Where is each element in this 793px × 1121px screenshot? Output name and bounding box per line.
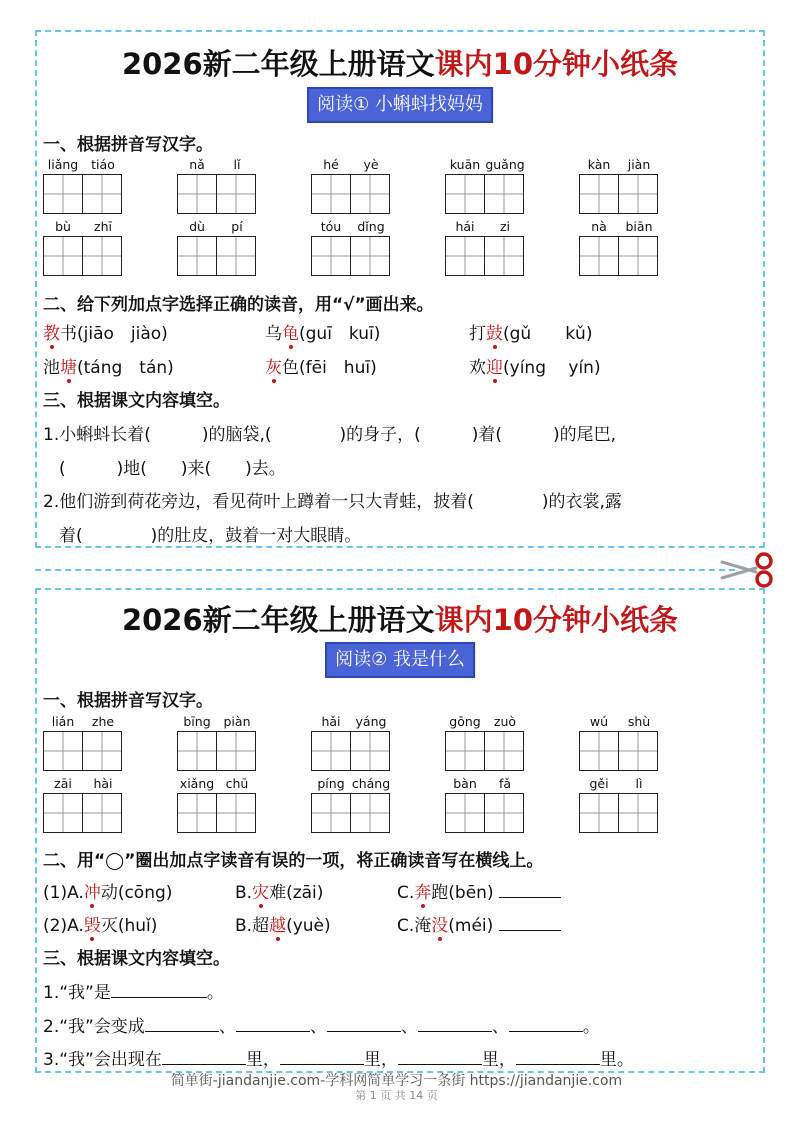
writing-box[interactable]	[445, 174, 485, 214]
writing-box[interactable]	[618, 793, 658, 833]
answer-blank[interactable]	[162, 1048, 246, 1065]
writing-box[interactable]	[216, 174, 256, 214]
writing-box[interactable]	[43, 793, 83, 833]
answer-blank[interactable]	[236, 1015, 310, 1032]
writing-box[interactable]	[350, 174, 390, 214]
writing-box[interactable]	[484, 793, 524, 833]
reading-choice-item[interactable]: (2)A.毁灭(huǐ)	[43, 916, 158, 936]
answer-blank[interactable]	[280, 1048, 364, 1065]
answer-blank[interactable]	[499, 881, 561, 898]
fill-blank-line[interactable]: 着( )的肚皮，鼓着一对大眼睛。	[59, 526, 362, 546]
page-number: 第 1 页 共 14 页	[355, 1089, 438, 1102]
answer-blank[interactable]	[499, 914, 561, 931]
fill-blank-line[interactable]: ( )地( )来( )去。	[59, 459, 286, 479]
reading-choice-item[interactable]: (1)A.冲动(cōng)	[43, 883, 173, 903]
writing-box[interactable]	[484, 731, 524, 771]
fill-blank-line: 1.“我”是 。	[43, 983, 224, 1003]
card1-section-3-heading: 三、根据课文内容填空。	[43, 391, 230, 411]
reading-choice-item[interactable]: C.奔跑(bēn)	[397, 878, 561, 903]
writing-box[interactable]	[311, 731, 351, 771]
card1-section-2-heading: 二、给下列加点字选择正确的读音，用“√”画出来。	[43, 295, 434, 315]
writing-box[interactable]	[579, 731, 619, 771]
writing-box[interactable]	[82, 731, 122, 771]
writing-box[interactable]	[350, 731, 390, 771]
reading-choice-item[interactable]: B.超越(yuè)	[235, 916, 331, 936]
reading-choice-item[interactable]: 教书(jiāo jiào)	[43, 324, 168, 344]
writing-box[interactable]	[216, 793, 256, 833]
fill-blank-line[interactable]: 1.小蝌蚪长着( )的脑袋,( )的身子，( )着( )的尾巴,	[43, 425, 617, 445]
card2-section-3-heading: 三、根据课文内容填空。	[43, 949, 230, 969]
writing-box[interactable]	[579, 793, 619, 833]
writing-box[interactable]	[484, 236, 524, 276]
writing-box[interactable]	[350, 793, 390, 833]
card2-section-1-heading: 一、根据拼音写汉字。	[43, 691, 213, 711]
reading-choice-item[interactable]: B.灾难(zāi)	[235, 883, 324, 903]
cut-line-divider	[35, 569, 735, 571]
writing-box[interactable]	[311, 236, 351, 276]
writing-box[interactable]	[82, 174, 122, 214]
writing-box[interactable]	[350, 236, 390, 276]
writing-box[interactable]	[43, 174, 83, 214]
answer-blank[interactable]	[516, 1048, 600, 1065]
answer-blank[interactable]	[398, 1048, 482, 1065]
writing-box[interactable]	[82, 793, 122, 833]
fill-blank-line: 3.“我”会出现在 里， 里， 里， 里。	[43, 1050, 634, 1070]
card2-lesson-badge: 阅读② 我是什么	[325, 642, 475, 678]
reading-choice-item[interactable]: 乌龟(guī kuī)	[265, 324, 381, 344]
writing-box[interactable]	[216, 731, 256, 771]
scissors-icon	[718, 550, 778, 590]
reading-choice-item[interactable]: C.淹没(méi)	[397, 911, 561, 936]
writing-box[interactable]	[43, 731, 83, 771]
reading-choice-item[interactable]: 灰色(fēi huī)	[265, 358, 377, 378]
writing-box[interactable]	[618, 174, 658, 214]
writing-box[interactable]	[177, 731, 217, 771]
writing-box[interactable]	[177, 236, 217, 276]
answer-blank[interactable]	[111, 981, 207, 998]
answer-blank[interactable]	[418, 1015, 492, 1032]
writing-box[interactable]	[445, 793, 485, 833]
writing-box[interactable]	[216, 236, 256, 276]
writing-box[interactable]	[177, 174, 217, 214]
writing-box[interactable]	[43, 236, 83, 276]
fill-blank-line[interactable]: 2.他们游到荷花旁边，看见荷叶上蹲着一只大青蛙，披着( )的衣裳,露	[43, 492, 622, 512]
writing-box[interactable]	[82, 236, 122, 276]
footer-watermark-text: 简单街-jiandanjie.com-学科网简单学习一条街 https://jiandanjie.com	[170, 1073, 623, 1089]
card2-title: 2026新二年级上册语文课内10分钟小纸条	[121, 603, 679, 637]
writing-box[interactable]	[484, 174, 524, 214]
writing-box[interactable]	[311, 793, 351, 833]
writing-box[interactable]	[579, 174, 619, 214]
writing-box[interactable]	[618, 731, 658, 771]
reading-choice-item[interactable]: 打鼓(gǔ kǔ)	[469, 324, 593, 344]
writing-box[interactable]	[177, 793, 217, 833]
reading-choice-item[interactable]: 欢迎(yíng yín)	[469, 358, 601, 378]
answer-blank[interactable]	[509, 1015, 583, 1032]
reading-choice-item[interactable]: 池塘(táng tán)	[43, 358, 174, 378]
writing-box[interactable]	[445, 236, 485, 276]
writing-box[interactable]	[445, 731, 485, 771]
writing-box[interactable]	[579, 236, 619, 276]
worksheet-card-1: 2026新二年级上册语文课内10分钟小纸条 阅读① 小蝌蚪找妈妈 一、根据拼音写汉字。 liǎng tiáo nǎ lǐ hé yè kuān guǎng kàn jiàn bù zhī dù pí tóu dǐng hái zi nà biān 二、给下列加点字选择正确的读音，用“√”画出来。 教书(jiāo jiào) 乌龟(guī kuī) 打鼓(gǔ kǔ) 池塘(táng tán) 灰色(fēi huī) 欢迎(yíng yín) 三、根据课文内容填空。 1.小蝌蚪长着( )的脑袋,( )的身子，( )着( )的尾巴, ( )地( )来( )去。 2.他们游到荷花旁边，看见荷叶上蹲着一只大青蛙，披着( )的衣裳,露 着( )的肚皮，鼓着一对大眼睛。	[35, 30, 765, 548]
answer-blank[interactable]	[145, 1015, 219, 1032]
card1-title: 2026新二年级上册语文课内10分钟小纸条	[121, 47, 679, 81]
worksheet-card-2: 2026新二年级上册语文课内10分钟小纸条 阅读② 我是什么 一、根据拼音写汉字。 lián zhe bīng piàn hǎi yáng gōng zuò wú shù zāi hài xiǎng chū píng cháng bàn fǎ gěi lì 二、用“◯”圈出加点字读音有误的一项，将正确读音写在横线上。 (1)A.冲动(cōng) B.灾难(zāi) C.奔跑(bēn) (2)A.毁灭(huǐ) B.超越(yuè) C.淹没(méi) 三、根据课文内容填空。 1.“我”是 。 2.“我”会变成 、 、 、 、 。 3.“我”会出现在 里， 里， 里， 里。	[35, 588, 765, 1073]
card1-lesson-badge: 阅读① 小蝌蚪找妈妈	[307, 87, 493, 123]
answer-blank[interactable]	[327, 1015, 401, 1032]
fill-blank-line: 2.“我”会变成 、 、 、 、 。	[43, 1017, 600, 1037]
writing-box[interactable]	[618, 236, 658, 276]
card1-section-1-heading: 一、根据拼音写汉字。	[43, 135, 213, 155]
writing-box[interactable]	[311, 174, 351, 214]
card2-section-2-heading: 二、用“◯”圈出加点字读音有误的一项，将正确读音写在横线上。	[43, 851, 544, 871]
